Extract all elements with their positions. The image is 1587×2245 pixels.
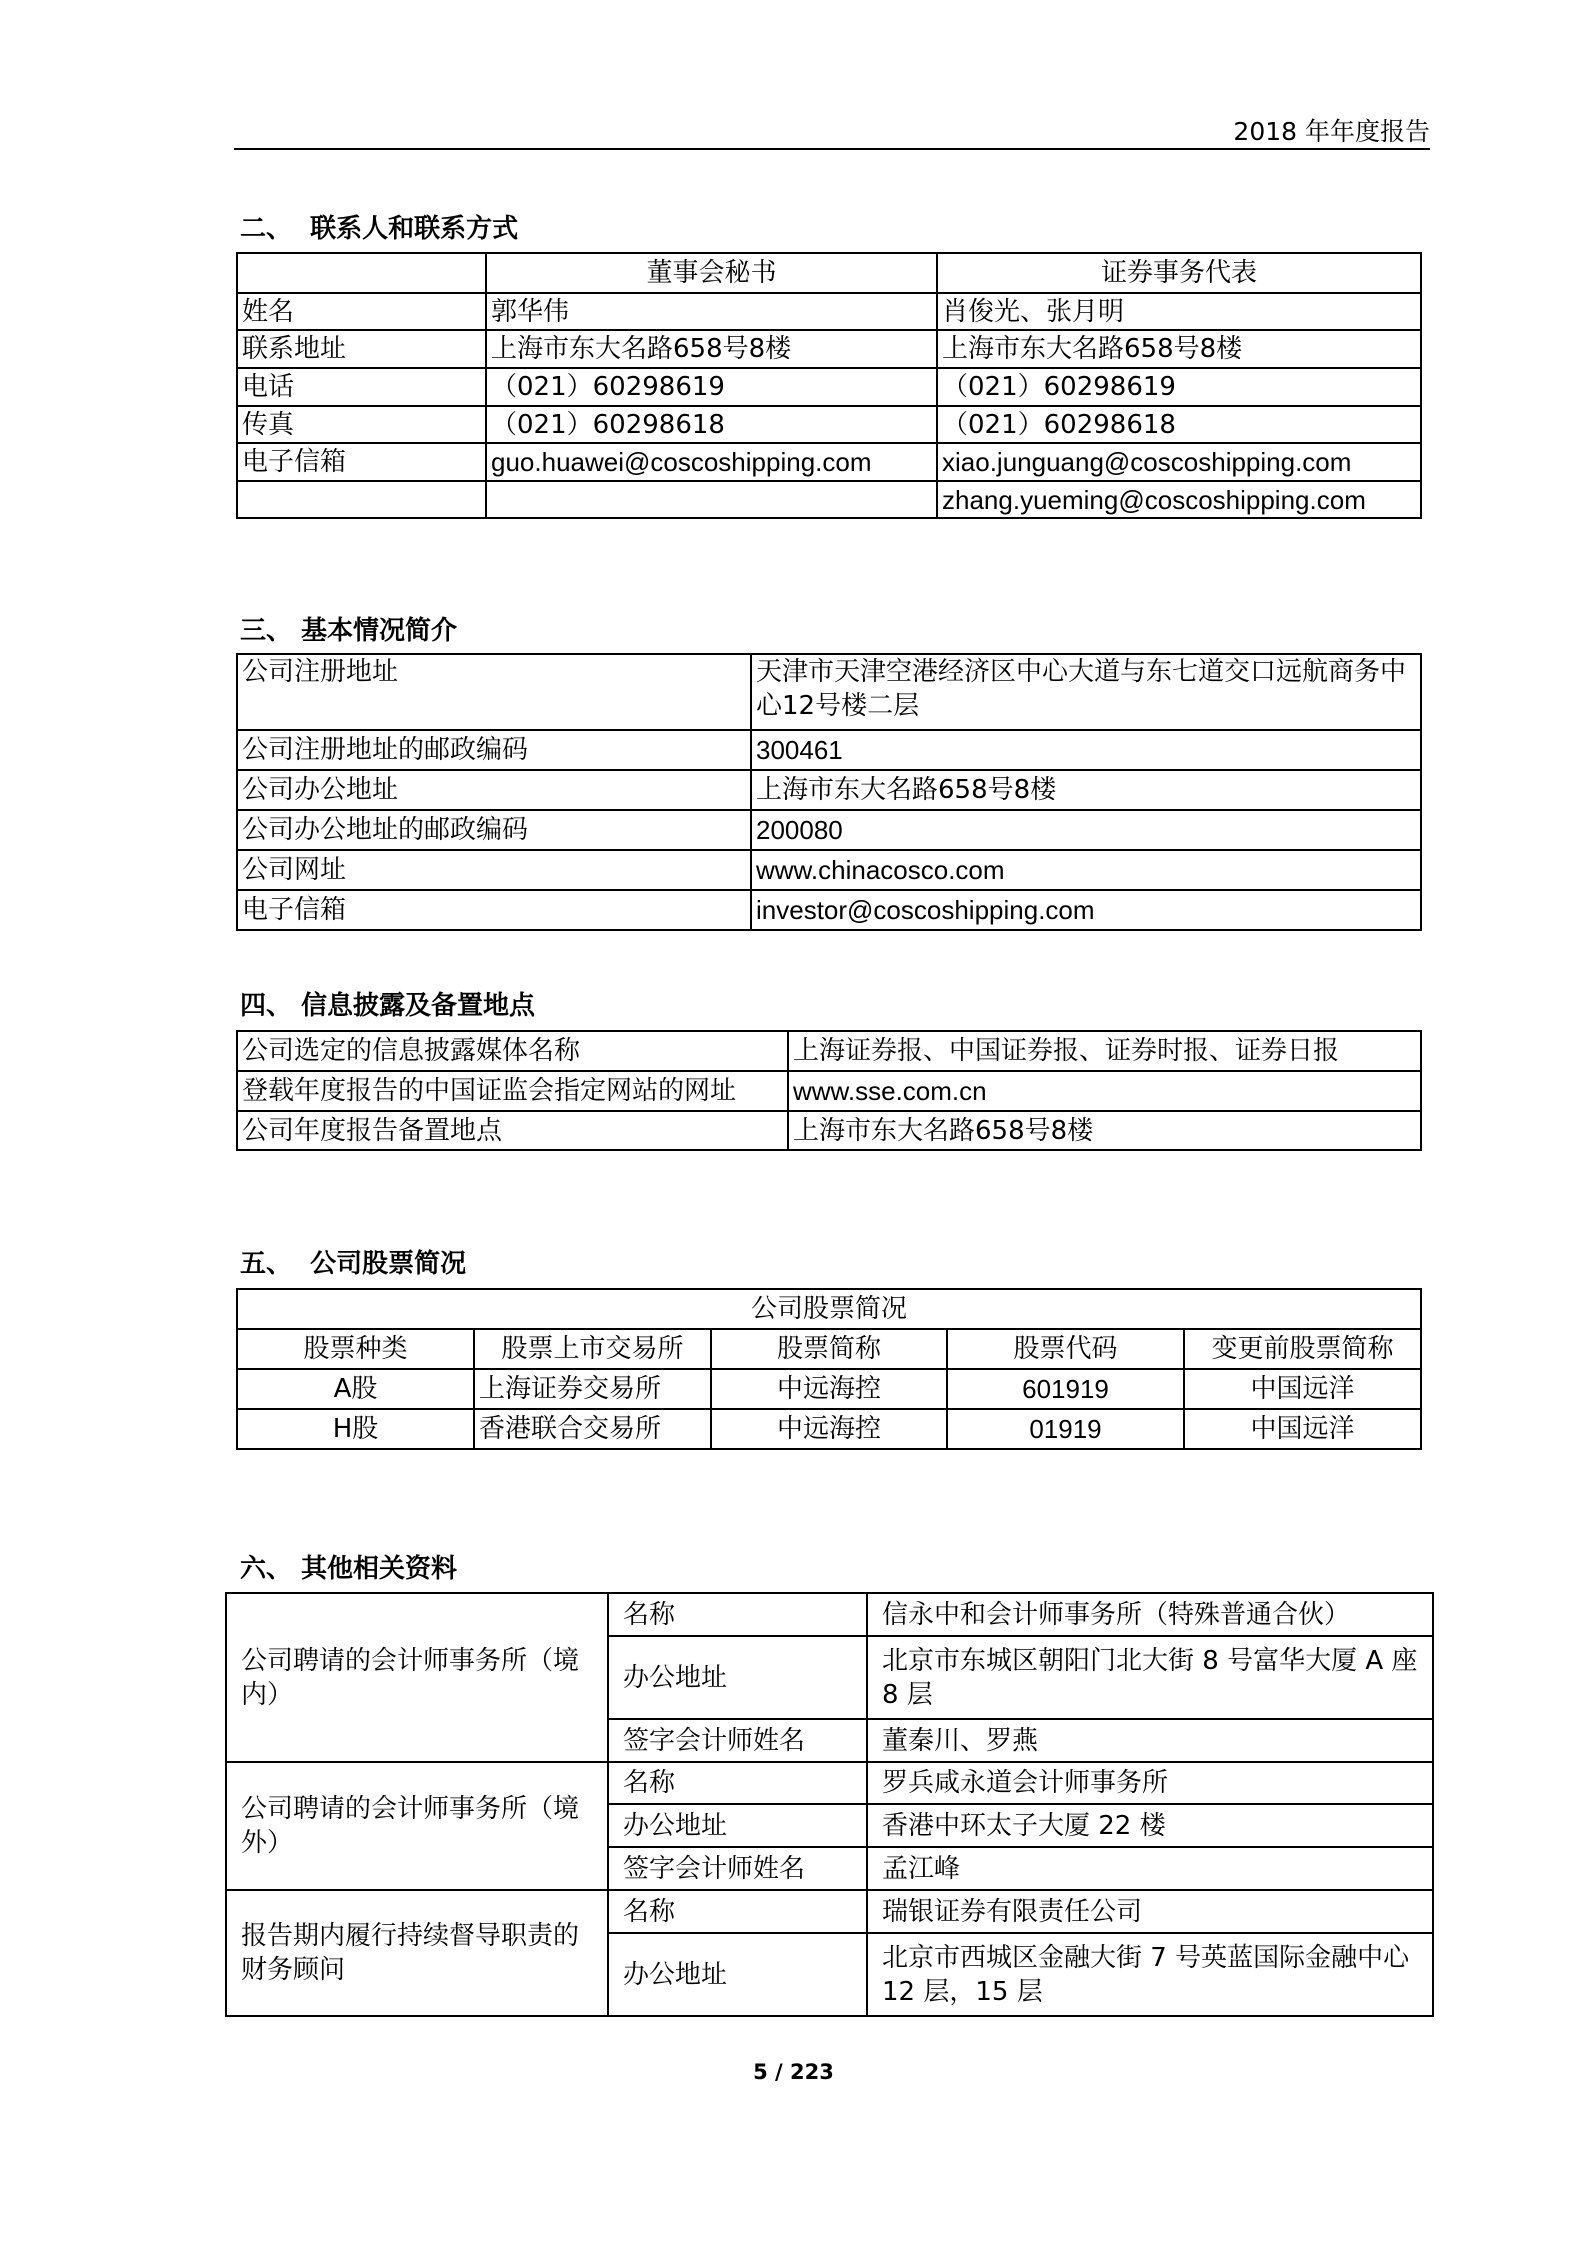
table-row	[237, 890, 1421, 930]
table-cell: 办公地址	[608, 1636, 867, 1719]
group-label: 公司聘请的会计师事务所（境外）	[226, 1762, 608, 1890]
section-4-title: 四、 信息披露及备置地点	[240, 991, 536, 1021]
table-header-cell: 股票简称	[711, 1329, 947, 1369]
table-caption: 公司股票简况	[237, 1289, 1421, 1329]
table-cell: （021）60298619	[486, 368, 937, 406]
table-cell: 郭华伟	[486, 293, 937, 330]
table-cell: （021）60298619	[937, 368, 1421, 406]
table-row	[237, 293, 1421, 330]
table-cell: （021）60298618	[937, 406, 1421, 443]
table-cell: 601919	[947, 1369, 1184, 1409]
table-cell: 姓名	[237, 293, 486, 330]
section-2-title: 二、 联系人和联系方式	[240, 214, 519, 244]
table-cell: 上海市东大名路658号8楼	[788, 1111, 1421, 1150]
table-cell: 名称	[608, 1593, 867, 1636]
contacts-table	[236, 252, 1422, 519]
table-header-row	[237, 1329, 1421, 1369]
table-cell: www.chinacosco.com	[751, 850, 1421, 890]
table-row	[237, 1111, 1421, 1150]
table-header-row	[237, 253, 1421, 293]
table-cell	[237, 253, 486, 293]
table-cell: A股	[237, 1369, 474, 1409]
table-cell: 电子信箱	[237, 890, 751, 930]
table-cell: 公司办公地址的邮政编码	[237, 810, 751, 850]
table-row	[237, 1031, 1421, 1071]
table-cell: 信永中和会计师事务所（特殊普通合伙）	[867, 1593, 1433, 1636]
table-cell: 签字会计师姓名	[608, 1847, 867, 1890]
table-row	[237, 481, 1421, 518]
table-cell: 公司注册地址的邮政编码	[237, 730, 751, 770]
table-row	[226, 1762, 1433, 1804]
table-cell: 中远海控	[711, 1409, 947, 1449]
stock-table	[236, 1288, 1422, 1450]
table-cell: 上海市东大名路658号8楼	[937, 330, 1421, 368]
table-cell: www.sse.com.cn	[788, 1071, 1421, 1111]
page-number: 5 / 223	[753, 2060, 834, 2084]
table-cell: 签字会计师姓名	[608, 1719, 867, 1762]
table-header-cell: 股票上市交易所	[474, 1329, 711, 1369]
table-cell: 香港中环太子大厦 22 楼	[867, 1804, 1433, 1847]
table-header-cell: 股票代码	[947, 1329, 1184, 1369]
table-cell: 中国远洋	[1184, 1409, 1421, 1449]
email-cell: guo.huawei@coscoshipping.com	[486, 443, 937, 481]
table-row	[237, 1369, 1421, 1409]
section-5-title: 五、 公司股票简况	[240, 1249, 467, 1279]
group-label: 报告期内履行持续督导职责的财务顾问	[226, 1890, 608, 2016]
table-cell: 01919	[947, 1409, 1184, 1449]
table-row	[237, 443, 1421, 481]
table-cell: 瑞银证券有限责任公司	[867, 1890, 1433, 1933]
email-cell: zhang.yueming@coscoshipping.com	[937, 481, 1421, 518]
email-cell: xiao.junguang@coscoshipping.com	[937, 443, 1421, 481]
table-cell: 北京市东城区朝阳门北大街 8 号富华大厦 A 座 8 层	[867, 1636, 1433, 1719]
table-row	[226, 1890, 1433, 1933]
table-cell: 公司年度报告备置地点	[237, 1111, 788, 1150]
table-cell: 联系地址	[237, 330, 486, 368]
table-row	[237, 770, 1421, 810]
table-cell: 上海市东大名路658号8楼	[751, 770, 1421, 810]
table-cell	[237, 481, 486, 518]
table-cell: 公司办公地址	[237, 770, 751, 810]
table-cell: 电话	[237, 368, 486, 406]
table-cell: 公司选定的信息披露媒体名称	[237, 1031, 788, 1071]
table-row	[226, 1593, 1433, 1636]
table-caption-row	[237, 1289, 1421, 1329]
table-cell: 办公地址	[608, 1804, 867, 1847]
table-row	[237, 810, 1421, 850]
other-info-table	[225, 1592, 1434, 2017]
table-cell: 300461	[751, 730, 1421, 770]
table-cell: 公司网址	[237, 850, 751, 890]
table-cell: 上海市东大名路658号8楼	[486, 330, 937, 368]
table-row	[237, 654, 1421, 730]
table-cell: 名称	[608, 1890, 867, 1933]
table-cell: 名称	[608, 1762, 867, 1804]
table-cell: 香港联合交易所	[474, 1409, 711, 1449]
table-row	[237, 730, 1421, 770]
table-cell: 上海证券报、中国证券报、证券时报、证券日报	[788, 1031, 1421, 1071]
disclosure-table	[236, 1030, 1422, 1151]
table-row	[237, 1409, 1421, 1449]
table-row	[237, 406, 1421, 443]
table-cell: 传真	[237, 406, 486, 443]
table-cell: 中远海控	[711, 1369, 947, 1409]
email-cell: investor@coscoshipping.com	[751, 890, 1421, 930]
table-header-cell: 证券事务代表	[937, 253, 1421, 293]
section-3-title: 三、 基本情况简介	[240, 616, 458, 646]
table-row	[237, 330, 1421, 368]
header-rule	[234, 148, 1430, 150]
table-cell: 天津市天津空港经济区中心大道与东七道交口远航商务中心12号楼二层	[751, 654, 1421, 730]
report-header-title: 2018 年年度报告	[1233, 117, 1430, 146]
table-cell: 董秦川、罗燕	[867, 1719, 1433, 1762]
table-header-cell: 董事会秘书	[486, 253, 937, 293]
table-cell: H股	[237, 1409, 474, 1449]
table-cell: 中国远洋	[1184, 1369, 1421, 1409]
table-row	[237, 368, 1421, 406]
table-cell: 200080	[751, 810, 1421, 850]
table-row	[237, 850, 1421, 890]
table-row	[237, 1071, 1421, 1111]
section-6-title: 六、 其他相关资料	[240, 1554, 458, 1584]
table-cell: 孟江峰	[867, 1847, 1433, 1890]
table-cell: （021）60298618	[486, 406, 937, 443]
table-cell	[486, 481, 937, 518]
table-cell: 肖俊光、张月明	[937, 293, 1421, 330]
basic-info-table	[236, 653, 1422, 931]
table-cell: 登载年度报告的中国证监会指定网站的网址	[237, 1071, 788, 1111]
table-cell: 电子信箱	[237, 443, 486, 481]
table-cell: 北京市西城区金融大街 7 号英蓝国际金融中心 12 层，15 层	[867, 1933, 1433, 2016]
table-cell: 公司注册地址	[237, 654, 751, 730]
table-header-cell: 股票种类	[237, 1329, 474, 1369]
group-label: 公司聘请的会计师事务所（境内）	[226, 1593, 608, 1762]
table-cell: 上海证券交易所	[474, 1369, 711, 1409]
table-cell: 罗兵咸永道会计师事务所	[867, 1762, 1433, 1804]
table-header-cell: 变更前股票简称	[1184, 1329, 1421, 1369]
table-cell: 办公地址	[608, 1933, 867, 2016]
